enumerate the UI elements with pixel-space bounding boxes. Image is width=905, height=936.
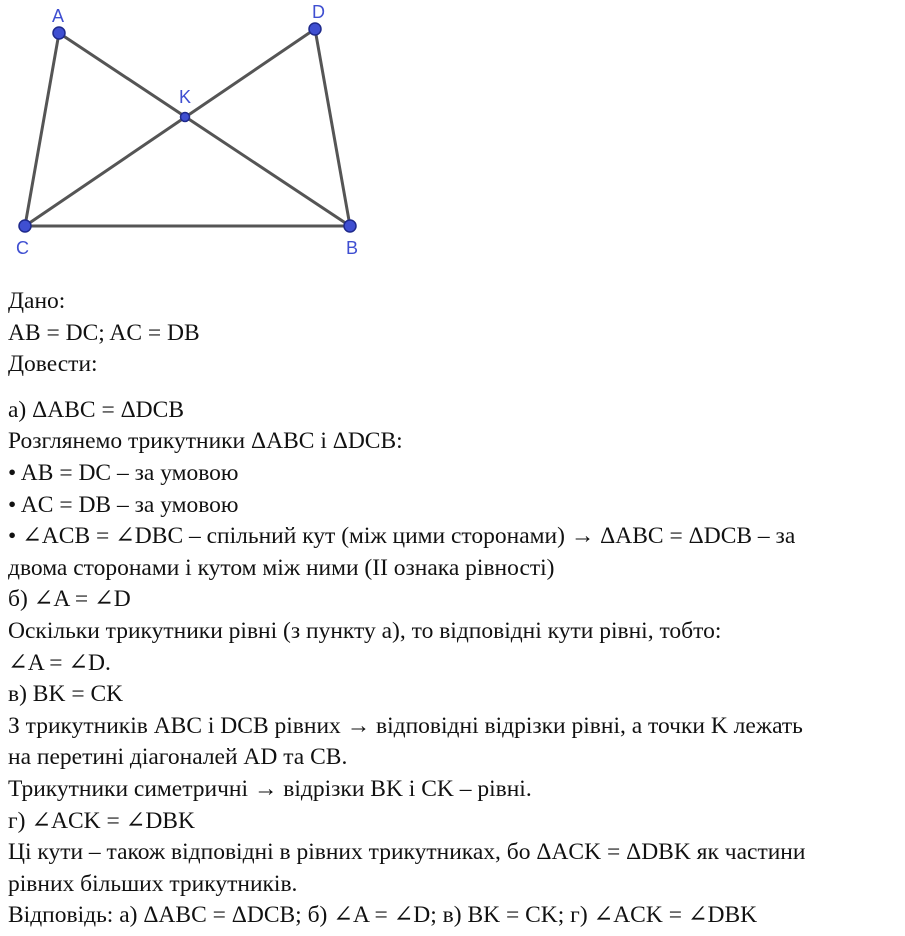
part-a-bullet-3: • ∠ACB = ∠DBC – спільний кут (між цими сторонами) → ΔABC = ΔDCB – за bbox=[8, 523, 796, 550]
label-k: K bbox=[179, 87, 192, 107]
part-d-title: г) ∠ACK = ∠DBK bbox=[8, 807, 195, 834]
given-label: Дано: bbox=[8, 288, 66, 314]
part-b-line-2: ∠A = ∠D. bbox=[8, 649, 111, 676]
part-d-line-1: Ці кути – також відповідні в рівних трикутниках, бо ΔACK = ΔDBK як частини bbox=[8, 839, 806, 866]
point-b bbox=[344, 220, 356, 232]
prove-label: Довести: bbox=[8, 351, 98, 378]
answer-line: Відповідь: а) ΔABC = ΔDCB; б) ∠A = ∠D; в) BK = CK; г) ∠ACK = ∠DBK bbox=[8, 902, 758, 929]
part-d-line-2: рівних більших трикутників. bbox=[8, 870, 298, 897]
label-d: D bbox=[312, 2, 325, 22]
segment-ac bbox=[25, 33, 59, 226]
part-c-title: в) BK = CK bbox=[8, 681, 124, 708]
part-a-intro: Розглянемо трикутники ΔABC і ΔDCB: bbox=[8, 428, 403, 455]
part-c-line-2: на перетині діагоналей AD та CB. bbox=[8, 744, 348, 771]
part-a-bullet-1: • AB = DC – за умовою bbox=[8, 459, 239, 486]
segment-db bbox=[315, 29, 350, 226]
geometry-figure bbox=[0, 0, 380, 270]
part-c-line-1: З трикутників ABC і DCB рівних → відповідні відрізки рівні, а точки K лежать bbox=[8, 712, 803, 739]
spacer bbox=[8, 381, 900, 395]
point-d bbox=[309, 23, 321, 35]
part-c-line-3: Трикутники симетричні → відрізки BK і CK – рівні. bbox=[8, 775, 532, 802]
segment-ab bbox=[59, 33, 350, 226]
given-text: AB = DC; AC = DB bbox=[8, 319, 200, 346]
label-c: C bbox=[16, 238, 29, 258]
part-a-continuation: двома сторонами і кутом між ними (II ознака рівності) bbox=[8, 554, 555, 581]
part-a-title: а) ΔABC = ΔDCB bbox=[8, 396, 184, 423]
part-b-line-1: Оскільки трикутники рівні (з пункту а), то відповідні кути рівні, тобто: bbox=[8, 617, 722, 644]
point-c bbox=[19, 220, 31, 232]
label-b: B bbox=[346, 238, 359, 258]
solution-text bbox=[8, 286, 900, 932]
point-k bbox=[181, 113, 190, 122]
point-a bbox=[53, 27, 65, 39]
label-a: A bbox=[52, 6, 65, 26]
part-a-bullet-2: • AC = DB – за умовою bbox=[8, 491, 239, 518]
part-b-title: б) ∠A = ∠D bbox=[8, 586, 131, 613]
segment-dc bbox=[25, 29, 315, 226]
